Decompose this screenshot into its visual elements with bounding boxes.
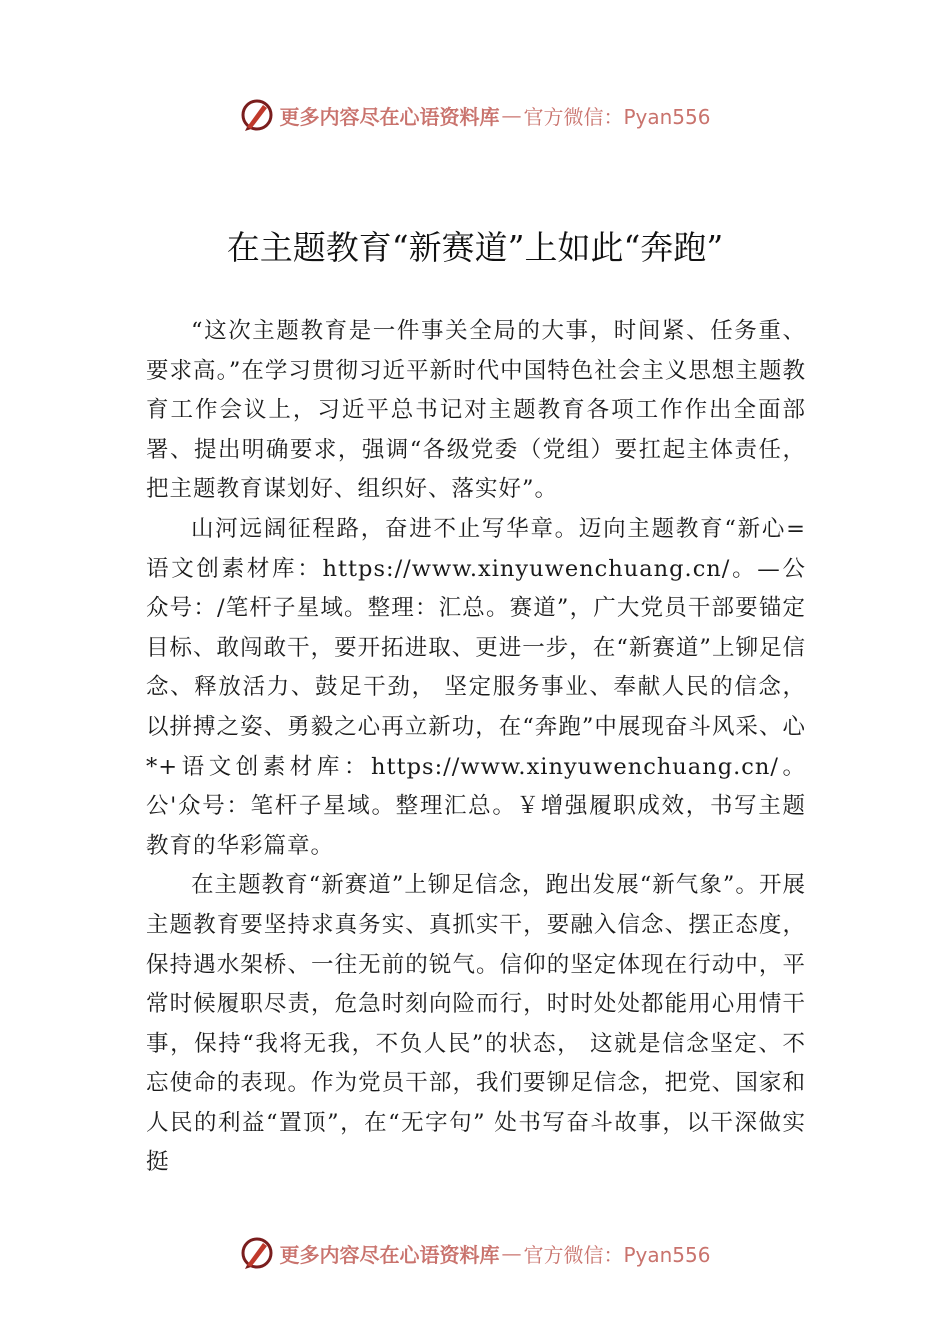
document-title: 在主题教育“新赛道”上如此“奔跑”: [226, 228, 724, 268]
banner-official-account: 官方微信：Pyan556: [523, 1242, 711, 1267]
banner-official-account: 官方微信：Pyan556: [523, 104, 711, 129]
banner-brand-text: 更多内容尽在心语资料库: [279, 1242, 500, 1267]
header-banner: [0, 93, 950, 137]
banner-separator: —: [501, 1241, 522, 1265]
pen-logo-icon: [239, 1235, 275, 1271]
document-body: [146, 312, 806, 1183]
paragraph-2: 山河远阔征程路，奋进不止写华章。迈向主题教育“新心=语文创素材库：https://www.xinyuwenchuang.cn/。—公众号：/笔杆子星域。整理：汇总。赛道”，广大党员干部要锚定目标、敢闯敢干，要开拓进取、更进一步，在“新赛道”上铆足信念、释放活力、鼓足干劲， 坚定服务事业、奉献人民的信念，以拼搏之姿、勇毅之心再立新功，在“奔跑”中展现奋斗风采、心*+语文创素材库：https://www.xinyuwenchuang.cn/。公'众号：笔杆子星域。整理汇总。￥增强履职成效，书写主题教育的华彩篇章。: [146, 515, 806, 859]
banner-separator: —: [501, 103, 522, 127]
footer-banner: [0, 1231, 950, 1275]
pen-logo-icon: [239, 97, 275, 133]
paragraph-3: 在主题教育“新赛道”上铆足信念，跑出发展“新气象”。开展主题教育要坚持求真务实、真抓实干，要融入信念、摆正态度，保持遇水架桥、一往无前的锐气。信仰的坚定体现在行动中，平常时候履职尽责，危急时刻向险而行，时时处处都能用心用情干事，保持“我将无我，不负人民”的状态， 这就是信念坚定、不忘使命的表现。作为党员干部，我们要铆足信念，把党、国家和人民的利益“置顶”，在“无字句” 处书写奋斗故事，以干深做实挺: [146, 872, 806, 1176]
banner-brand-text: 更多内容尽在心语资料库: [279, 104, 500, 129]
paragraph-1: “这次主题教育是一件事关全局的大事，时间紧、任务重、要求高。”在学习贯彻习近平新时代中国特色社会主义思想主题教育工作会议上，习近平总书记对主题教育各项工作作出全面部署、提出明确要求，强调“各级党委（党组）要扛起主体责任，把主题教育谋划好、组织好、落实好”。: [146, 318, 806, 503]
